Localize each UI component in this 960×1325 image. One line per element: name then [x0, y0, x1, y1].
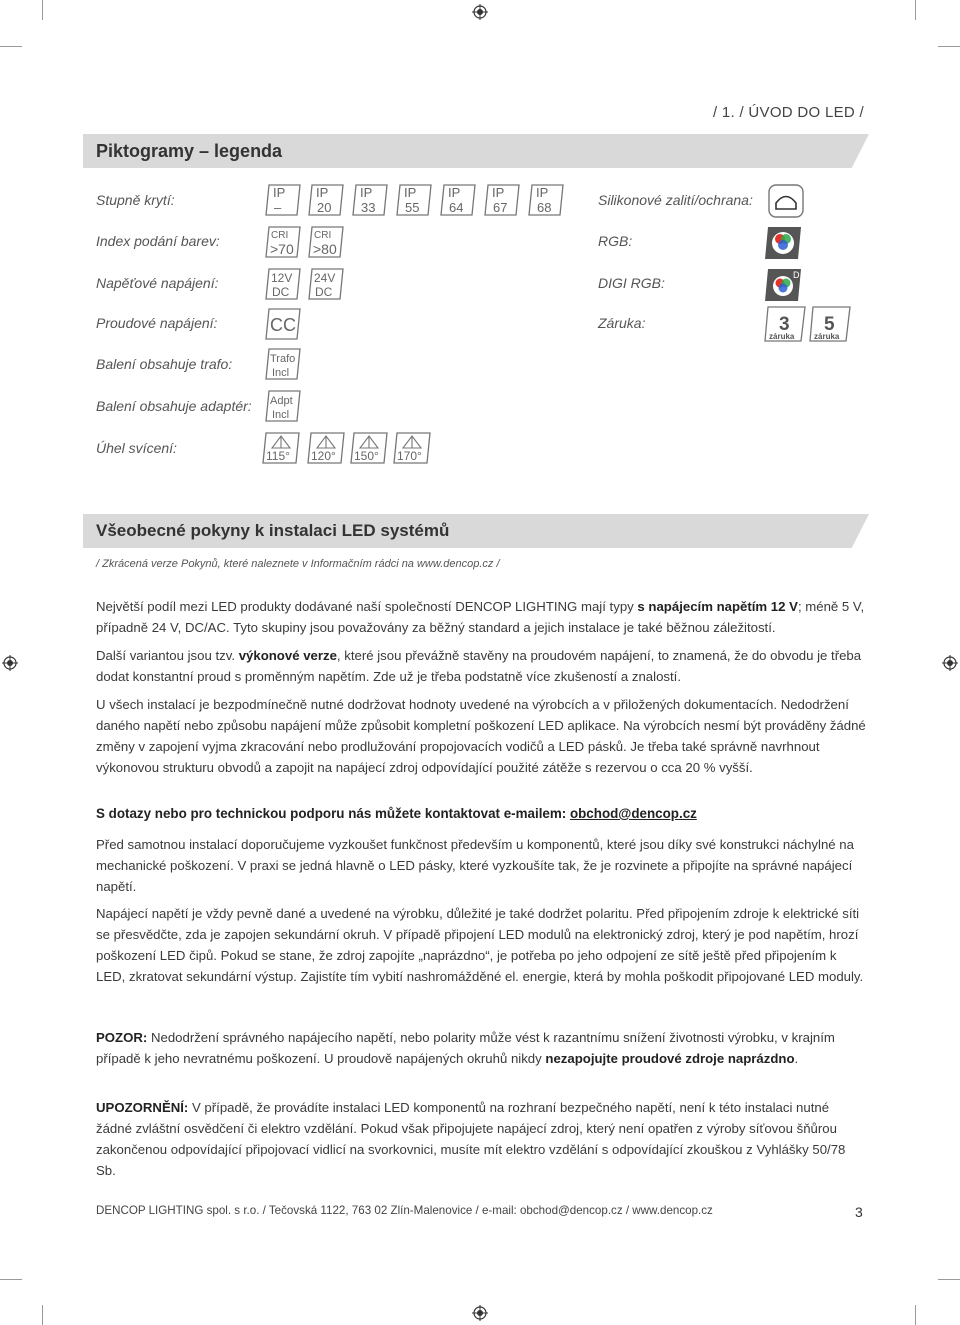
- ip-55-icon-top-text: IP: [404, 185, 417, 200]
- voltage-24v-dc-icon: [308, 268, 344, 300]
- beam-angle-115-icon: [262, 432, 300, 464]
- voltage-12v-dc-icon-bottom-text: DC: [272, 285, 290, 299]
- ip-68-icon-bottom-text: 68: [537, 200, 552, 215]
- beam-angle-115-icon-bottom-text: 115°: [266, 449, 290, 463]
- warning-text-c: .: [794, 1051, 799, 1066]
- ip-33-icon-bottom-text: 33: [361, 200, 376, 215]
- legend-label-ip: Stupně krytí:: [96, 192, 175, 208]
- registration-mark-icon: [472, 4, 488, 20]
- beam-angle-150-icon: [350, 432, 388, 464]
- ip-67-icon-top-text: IP: [492, 185, 505, 200]
- legend-label-current: Proudové napájení:: [96, 315, 218, 331]
- notice-label: UPOZORNĚNÍ:: [96, 1100, 189, 1115]
- trafo-included-icon-bottom-text: Incl: [272, 367, 290, 379]
- paragraph-3: U všech instalací je bezpodmínečně nutné dodržovat hodnoty uvedené na výrobcích a v přiložených dokumentacích. Nedodržení daného napětí nebo způsobu napájení může způsobit kompletní poškození LED aplikace. Na výrobcích nesmí být prováděny žádné změny v zapojení vyjma zkracování nebo prodlužování propojovacích vodičů a LED pásků. Je třeba také správně navrhnout výkonovou strukturu obvodů a zapojit na napájecí zdroj odpovídající použité zátěže s rezervou o cca 20 % vyšší.: [96, 697, 866, 775]
- cri-80-icon-bottom-text: >80: [313, 241, 337, 257]
- crop-mark: [42, 0, 43, 20]
- legend-label-cri: Index podání barev:: [96, 233, 220, 249]
- p2-text-c: , které jsou převážně stavěny na proudovém napájení, to znamená, že do obvodu je třeba dodat konstantní proud s proměnným napětím. Zde už je třeba podstatně více zkušeností a znalostí.: [96, 648, 862, 684]
- warning-bold: nezapojujte proudové zdroje naprázdno: [545, 1051, 795, 1066]
- digi-letter: D: [793, 270, 800, 280]
- legend-label-angle: Úhel svícení:: [96, 440, 177, 456]
- warning-label: POZOR:: [96, 1030, 148, 1045]
- trafo-included-icon: [265, 348, 301, 380]
- crop-mark: [0, 1279, 22, 1280]
- paragraph-2: [96, 645, 866, 687]
- ip-68-icon: [528, 184, 564, 216]
- ip-33-icon-top-text: IP: [360, 185, 373, 200]
- legend-label-digi-rgb: DIGI RGB:: [598, 275, 665, 291]
- p2-text-a: Další variantou jsou tzv.: [96, 648, 239, 663]
- p1-text-c: ; méně 5 V, případně 24 V, DC/AC. Tyto skupiny jsou považovány za běžný standard a jejich instalace je také běžnou záležitostí.: [96, 599, 865, 635]
- adapter-included-icon-top-text: Adpt: [270, 395, 293, 407]
- adapter-included-icon: [265, 390, 301, 422]
- paragraph-5: Napájecí napětí je vždy pevně dané a uvedené na výrobku, důležité je také dodržet polaritu. Před připojením zdroje k elektrické síti se přesvědčte, zda je zapojen sekundární okruh. V případě připojení LED modulů na elektronický zdroj, který je pod napětím, hrozí poškození LED čipů. Pokud se stane, že zdroj zapojíte „naprázdno“, je potřeba po jeho odpojení ze sítě ještě před připojením k LED, zkratovat sekundární výstup. Zajistíte tím vybití nashromážděné el. energie, která by mohla poškodit připojované LED moduly.: [96, 906, 864, 984]
- ip-none-icon: [265, 184, 301, 216]
- p2-bold: výkonové verze: [238, 648, 337, 663]
- warranty-5-years-icon: [809, 306, 851, 342]
- warranty-3-years-icon: [764, 306, 806, 342]
- ip-none-icon-bottom-text: –: [274, 200, 282, 215]
- ip-67-icon-bottom-text: 67: [493, 200, 508, 215]
- ip-64-icon-top-text: IP: [448, 185, 461, 200]
- cri-70-icon: [265, 226, 301, 258]
- registration-mark-icon: [472, 1305, 488, 1321]
- constant-current-icon: [265, 308, 301, 340]
- paragraph-notice: [96, 1097, 866, 1181]
- adapter-included-icon-bottom-text: Incl: [272, 409, 290, 421]
- ip-68-icon-top-text: IP: [536, 185, 549, 200]
- cri-80-icon: [308, 226, 344, 258]
- ip-67-icon: [484, 184, 520, 216]
- beam-angle-170-icon-bottom-text: 170°: [397, 449, 422, 463]
- voltage-24v-dc-icon-bottom-text: DC: [315, 285, 333, 299]
- legend-title: Piktogramy – legenda: [96, 141, 283, 161]
- ip-55-icon-bottom-text: 55: [405, 200, 420, 215]
- ip-64-icon-bottom-text: 64: [449, 200, 464, 215]
- paragraph-1: [96, 596, 866, 638]
- support-contact: [96, 806, 697, 821]
- section2-subtitle: / Zkrácená verze Pokynů, které naleznete v Informačním rádci na www.dencop.cz /: [96, 558, 500, 570]
- warranty-5-number: 5: [824, 314, 835, 335]
- warning-text-a: Nedodržení správného napájecího napětí, nebo polarity může vést k razantnímu snížení životnosti výrobku, v krajním případě k jeho nevratnému poškození. U proudově napájených okruhů nikdy: [96, 1030, 835, 1066]
- dome-icon: [768, 184, 804, 218]
- voltage-12v-dc-icon: [265, 268, 301, 300]
- voltage-12v-dc-icon-top-text: 12V: [271, 271, 293, 285]
- section2-title: Všeobecné pokyny k instalaci LED systémů: [96, 521, 450, 540]
- legend-label-rgb: RGB:: [598, 233, 633, 249]
- legend-label-adapter: Balení obsahuje adaptér:: [96, 398, 252, 414]
- beam-angle-120-icon-bottom-text: 120°: [311, 449, 336, 463]
- paragraph-4: Před samotnou instalací doporučujeme vyzkoušet funkčnost především u komponentů, které jsou díky své konstrukci náchylné na mechanické poškození. V praxi se jedná hlavně o LED pásky, které vyzkoušíte tak, že je rozvinete a připojíte na správné napájecí napětí.: [96, 837, 854, 894]
- beam-angle-150-icon-bottom-text: 150°: [354, 449, 379, 463]
- warranty-3-number: 3: [779, 314, 790, 335]
- paragraph-warning: [96, 1027, 866, 1069]
- legend-label-voltage: Napěťové napájení:: [96, 275, 219, 291]
- digi-rgb-icon: [764, 268, 802, 302]
- ip-20-icon-top-text: IP: [316, 185, 329, 200]
- contact-email-link[interactable]: obchod@dencop.cz: [569, 806, 697, 821]
- crop-mark: [938, 1279, 960, 1280]
- p1-text-a: Největší podíl mezi LED produkty dodávané naší společností DENCOP LIGHTING mají typy: [96, 599, 638, 614]
- ip-20-icon-bottom-text: 20: [317, 200, 332, 215]
- contact-text: S dotazy nebo pro technickou podporu nás můžete kontaktovat e-mailem:: [96, 806, 570, 821]
- notice-text: V případě, že provádíte instalaci LED komponentů na rozhraní bezpečného napětí, není k této instalaci nutné žádné zvláštní osvědčení či elektro vzdělání. Pokud však připojujete napájecí zdroj, který není opatřen z výroby síťovou šňůrou zakončenou odpovídající připojovací vidlicí na svorkovnici, musíte mít elektro vzdělání s odpovídající zkouškou z Vyhlášky 50/78 Sb.: [96, 1100, 846, 1178]
- beam-angle-170-icon: [393, 432, 431, 464]
- beam-angle-120-icon: [307, 432, 345, 464]
- ip-55-icon: [396, 184, 432, 216]
- legend-label-warranty: Záruka:: [598, 315, 646, 331]
- p1-bold: s napájecím napětím 12 V: [637, 599, 798, 614]
- registration-mark-icon: [2, 655, 18, 671]
- crop-mark: [42, 1305, 43, 1325]
- warranty-5-word: záruka: [814, 332, 840, 341]
- cri-70-icon-top-text: CRI: [271, 230, 289, 241]
- breadcrumb: / 1. / ÚVOD DO LED /: [712, 104, 864, 121]
- constant-current-icon-top-text: CC: [270, 315, 296, 335]
- legend-label-trafo: Balení obsahuje trafo:: [96, 356, 233, 372]
- crop-mark: [938, 46, 960, 47]
- rgb-circles-icon: [764, 226, 802, 260]
- ip-20-icon: [308, 184, 344, 216]
- cri-80-icon-top-text: CRI: [314, 230, 332, 241]
- ip-none-icon-top-text: IP: [273, 185, 286, 200]
- ip-64-icon: [440, 184, 476, 216]
- voltage-24v-dc-icon-top-text: 24V: [314, 271, 336, 285]
- trafo-included-icon-top-text: Trafo: [270, 353, 296, 365]
- ip-33-icon: [352, 184, 388, 216]
- footer-address: DENCOP LIGHTING spol. s r.o. / Tečovská 1122, 763 02 Zlín-Malenovice / e-mail: obchod@dencop.cz / www.dencop.cz: [96, 1204, 713, 1217]
- crop-mark: [0, 46, 22, 47]
- warranty-3-word: záruka: [769, 332, 795, 341]
- crop-mark: [915, 0, 916, 20]
- crop-mark: [915, 1305, 916, 1325]
- registration-mark-icon: [942, 655, 958, 671]
- cri-70-icon-bottom-text: >70: [270, 241, 294, 257]
- legend-label-silicone: Silikonové zalití/ochrana:: [598, 192, 753, 208]
- page-number: 3: [855, 1204, 863, 1220]
